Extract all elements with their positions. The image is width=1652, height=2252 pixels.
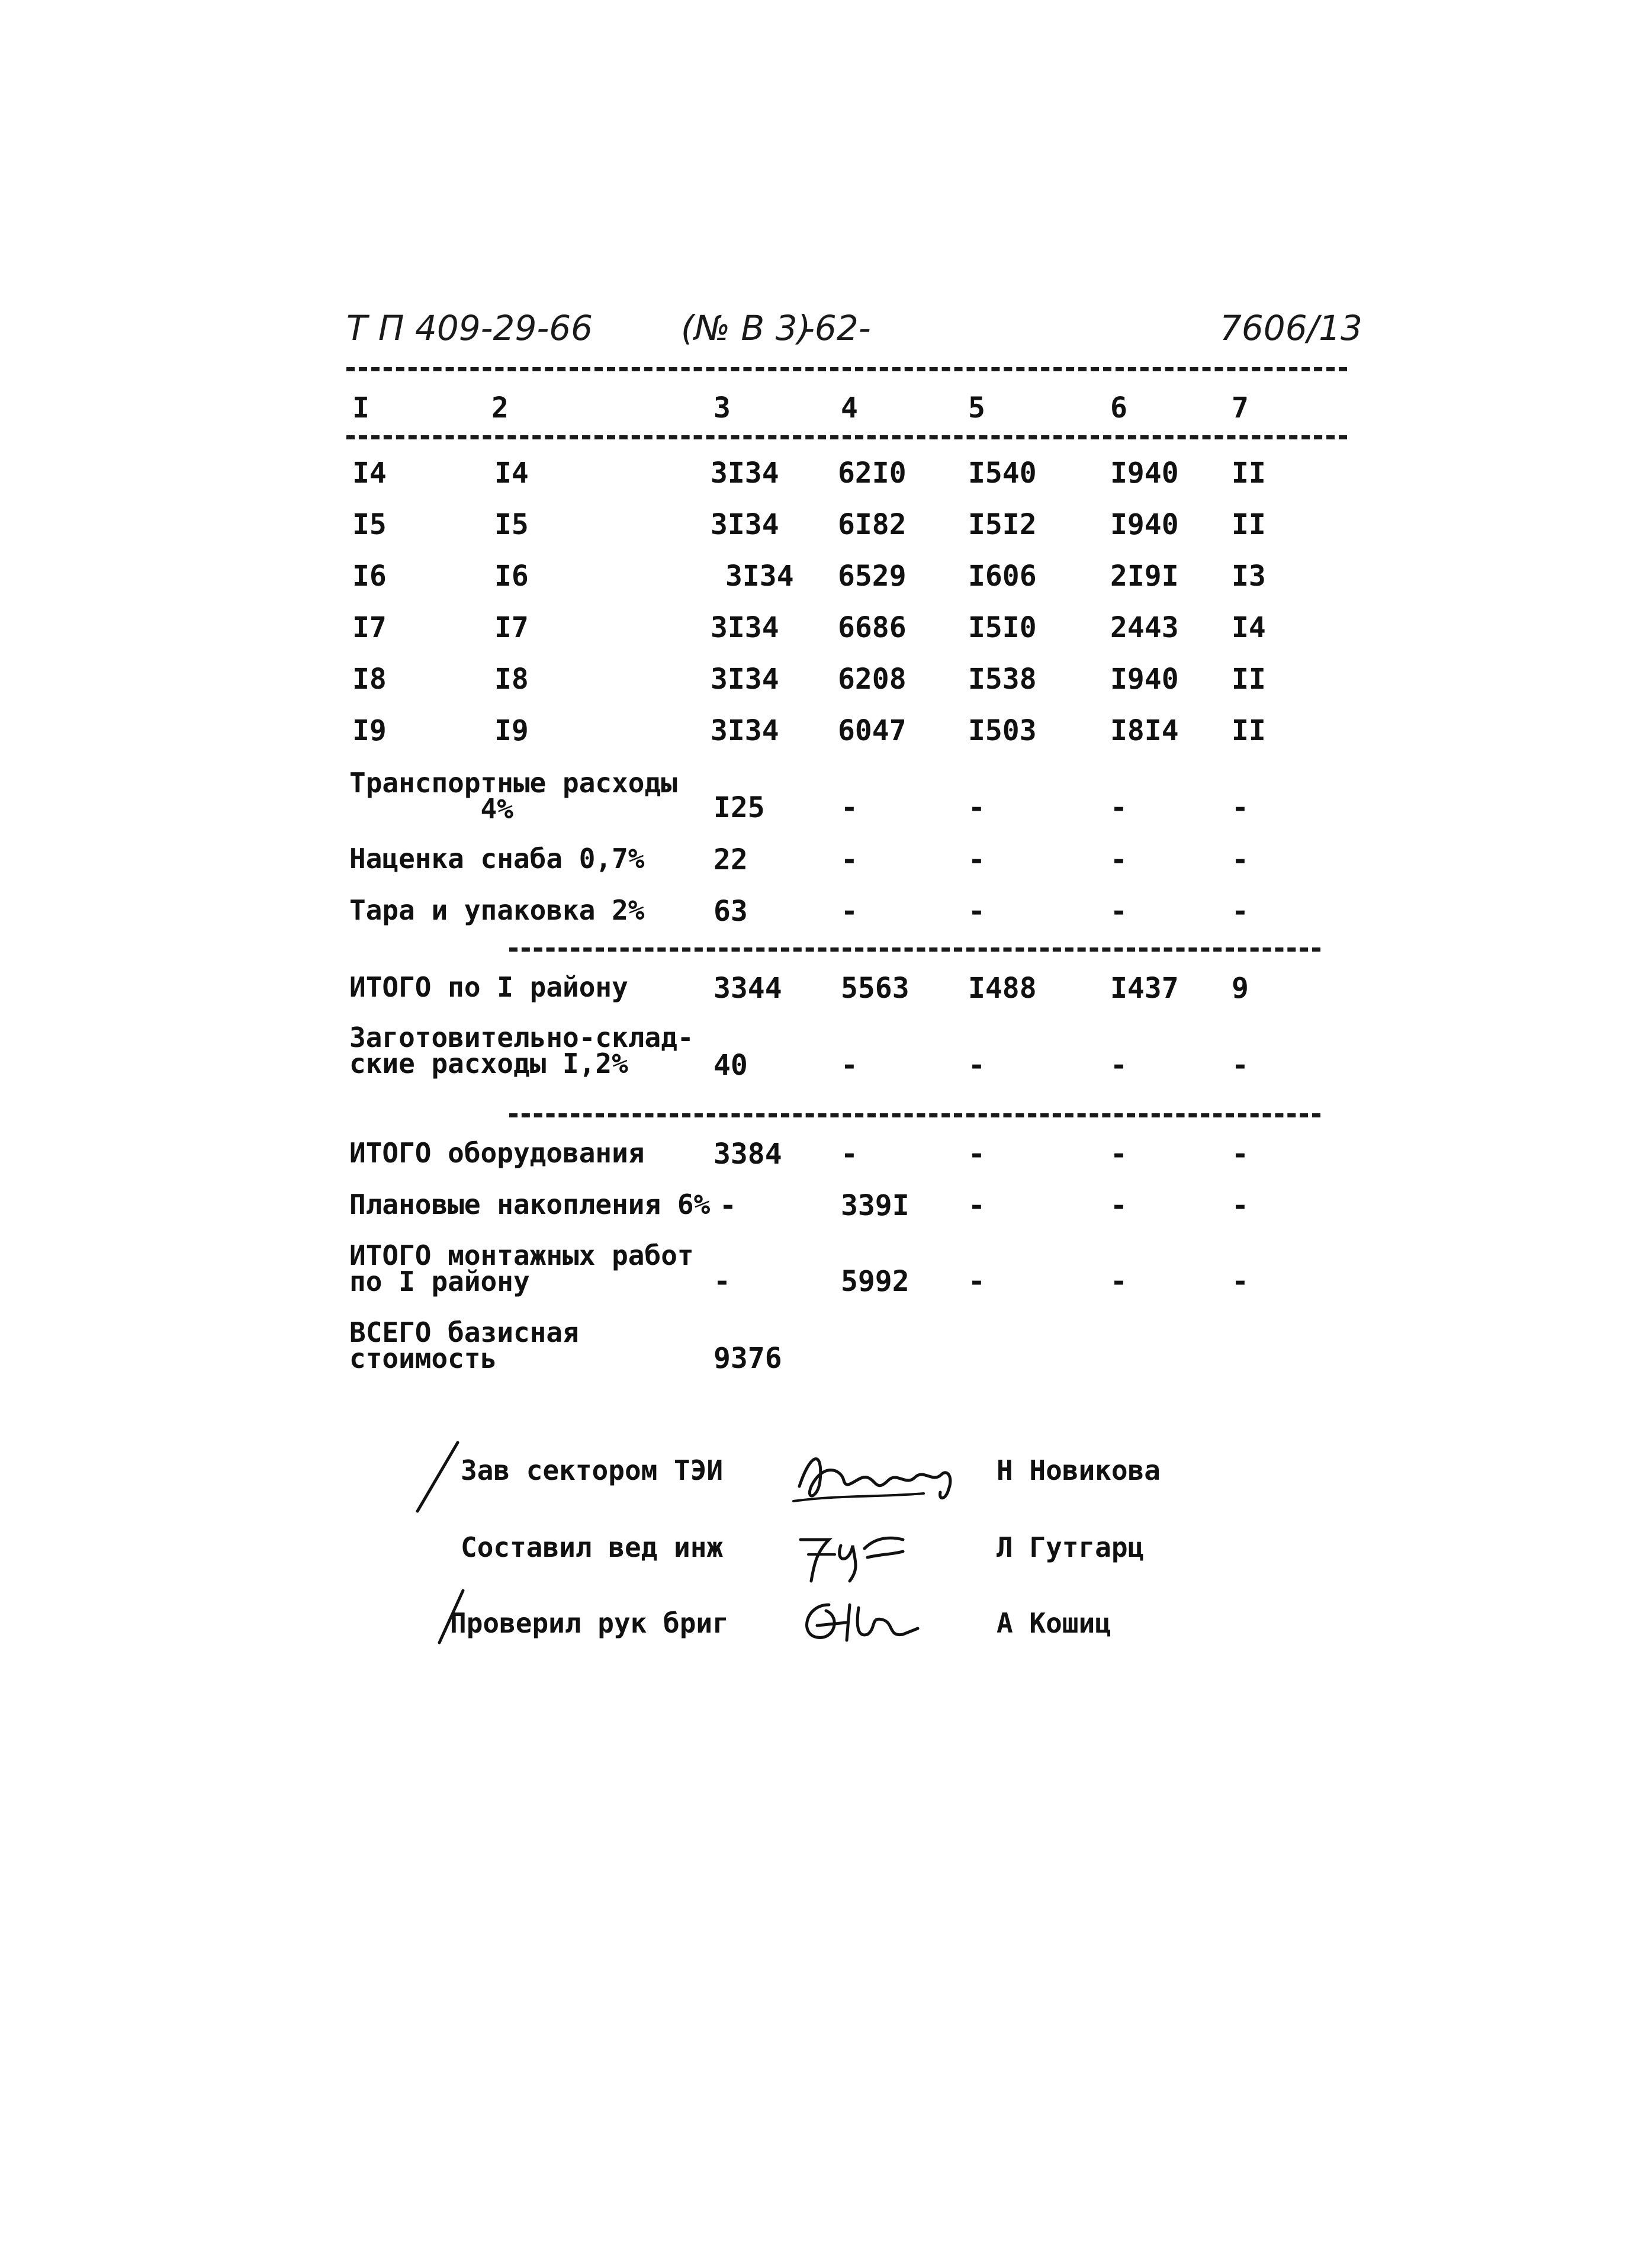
transport-c4: - <box>841 791 858 824</box>
slash-mark <box>412 1439 465 1516</box>
procurement-c7: - <box>1232 1049 1249 1082</box>
col-header-2: 2 <box>491 391 509 425</box>
album-ref: (№ В 3) <box>681 308 811 348</box>
table-cell: I6 <box>494 560 529 593</box>
total-installation-label: ИТОГО монтажных работ по I району <box>349 1239 694 1297</box>
table-cell: II <box>1232 508 1266 541</box>
table-cell: 3I34 <box>711 508 779 541</box>
table-cell: 2I9I <box>1110 560 1179 593</box>
table-cell: I4 <box>352 457 387 490</box>
page-number: -62- <box>802 308 871 348</box>
planned-savings-c6: - <box>1110 1189 1127 1222</box>
planned-savings-c4: 339I <box>841 1189 909 1222</box>
procurement-c5: - <box>968 1049 985 1082</box>
col-header-1: I <box>352 391 369 425</box>
table-cell: 6529 <box>838 560 907 593</box>
total-installation-c4: 5992 <box>841 1265 909 1298</box>
col-header-3: 3 <box>713 391 731 425</box>
table-cell: I606 <box>968 560 1037 593</box>
signatory-name: А Кошиц <box>997 1607 1111 1639</box>
total-region-c6: I437 <box>1110 972 1179 1005</box>
rule-header <box>346 435 1347 439</box>
packaging-c3: 63 <box>713 895 748 928</box>
markup-c4: - <box>841 843 858 876</box>
total-installation-c6: - <box>1110 1265 1127 1298</box>
col-header-7: 7 <box>1232 391 1249 425</box>
table-cell: I9 <box>494 714 529 747</box>
packaging-label: Тара и упаковка 2% <box>349 894 645 926</box>
grand-total-value: 9376 <box>713 1342 782 1375</box>
table-cell: I503 <box>968 714 1037 747</box>
markup-c6: - <box>1110 843 1127 876</box>
table-cell: I940 <box>1110 457 1179 490</box>
planned-savings-c3: - <box>719 1189 737 1222</box>
procurement-c6: - <box>1110 1049 1127 1082</box>
packaging-c6: - <box>1110 895 1127 928</box>
table-cell: 3I34 <box>711 457 779 490</box>
table-cell: II <box>1232 714 1266 747</box>
transport-c6: - <box>1110 791 1127 824</box>
handwritten-signature <box>788 1445 965 1510</box>
rule-totals <box>509 1113 1320 1117</box>
markup-c3: 22 <box>713 843 748 876</box>
total-region-c7: 9 <box>1232 972 1249 1005</box>
table-cell: I540 <box>968 457 1037 490</box>
table-cell: I4 <box>1232 611 1266 644</box>
table-cell: II <box>1232 663 1266 696</box>
procurement-label: Заготовительно-склад- ские расходы I,2% <box>349 1021 694 1080</box>
doc-code: Т П 409-29-66 <box>346 308 593 348</box>
table-cell: I5 <box>494 508 529 541</box>
total-region-c5: I488 <box>968 972 1037 1005</box>
table-cell: I538 <box>968 663 1037 696</box>
table-cell: I4 <box>494 457 529 490</box>
table-cell: 3I34 <box>711 611 779 644</box>
total-equipment-c7: - <box>1232 1138 1249 1171</box>
table-cell: 3I34 <box>711 714 779 747</box>
table-cell: I7 <box>352 611 387 644</box>
markup-c5: - <box>968 843 985 876</box>
markup-label: Наценка снаба 0,7% <box>349 843 645 875</box>
col-header-6: 6 <box>1110 391 1127 425</box>
planned-savings-label: Плановые накопления 6% <box>349 1188 711 1220</box>
signatory-role: Составил вед инж <box>461 1531 724 1563</box>
total-equipment-c5: - <box>968 1138 985 1171</box>
total-equipment-c3: 3384 <box>713 1138 782 1171</box>
transport-c7: - <box>1232 791 1249 824</box>
packaging-c4: - <box>841 895 858 928</box>
transport-label: Транспортные расходы 4% <box>349 767 677 825</box>
table-cell: 2443 <box>1110 611 1179 644</box>
col-header-4: 4 <box>841 391 858 425</box>
table-cell: I940 <box>1110 663 1179 696</box>
table-cell: 6208 <box>838 663 907 696</box>
table-cell: I5I2 <box>968 508 1037 541</box>
table-cell: 3I34 <box>711 663 779 696</box>
signatory-name: Л Гутгарц <box>997 1531 1145 1563</box>
total-equipment-c6: - <box>1110 1138 1127 1171</box>
markup-c7: - <box>1232 843 1249 876</box>
table-cell: I8 <box>494 663 529 696</box>
table-cell: I8I4 <box>1110 714 1179 747</box>
handwritten-signature <box>793 1522 912 1587</box>
total-installation-c7: - <box>1232 1265 1249 1298</box>
total-region-label: ИТОГО по I району <box>349 971 628 1003</box>
transport-c5: - <box>968 791 985 824</box>
procurement-c4: - <box>841 1049 858 1082</box>
table-cell: I7 <box>494 611 529 644</box>
total-installation-c5: - <box>968 1265 985 1298</box>
planned-savings-c7: - <box>1232 1189 1249 1222</box>
table-cell: I5I0 <box>968 611 1037 644</box>
table-cell: I5 <box>352 508 387 541</box>
packaging-c7: - <box>1232 895 1249 928</box>
signatory-role: Зав сектором ТЭИ <box>461 1454 724 1486</box>
table-cell: 3I34 <box>725 560 794 593</box>
table-cell: I9 <box>352 714 387 747</box>
table-cell: I940 <box>1110 508 1179 541</box>
rule-subtotal <box>509 947 1320 952</box>
table-cell: I8 <box>352 663 387 696</box>
handwritten-signature <box>793 1593 924 1652</box>
table-cell: 6047 <box>838 714 907 747</box>
table-cell: 62I0 <box>838 457 907 490</box>
table-cell: 6686 <box>838 611 907 644</box>
planned-savings-c5: - <box>968 1189 985 1222</box>
total-equipment-label: ИТОГО оборудования <box>349 1137 645 1169</box>
table-cell: I6 <box>352 560 387 593</box>
table-cell: II <box>1232 457 1266 490</box>
signatory-name: Н Новикова <box>997 1454 1161 1486</box>
total-region-c4: 5563 <box>841 972 909 1005</box>
archive-number: 7606/13 <box>1220 308 1362 348</box>
packaging-c5: - <box>968 895 985 928</box>
total-region-c3: 3344 <box>713 972 782 1005</box>
transport-c3: I25 <box>713 791 765 824</box>
total-installation-c3: - <box>713 1265 731 1298</box>
signatory-role: Проверил рук бриг <box>450 1607 729 1639</box>
procurement-c3: 40 <box>713 1049 748 1082</box>
table-cell: 6I82 <box>838 508 907 541</box>
col-header-5: 5 <box>968 391 985 425</box>
table-cell: I3 <box>1232 560 1266 593</box>
total-equipment-c4: - <box>841 1138 858 1171</box>
grand-total-label: ВСЕГО базисная стоимость <box>349 1316 579 1374</box>
rule-top <box>346 367 1347 371</box>
